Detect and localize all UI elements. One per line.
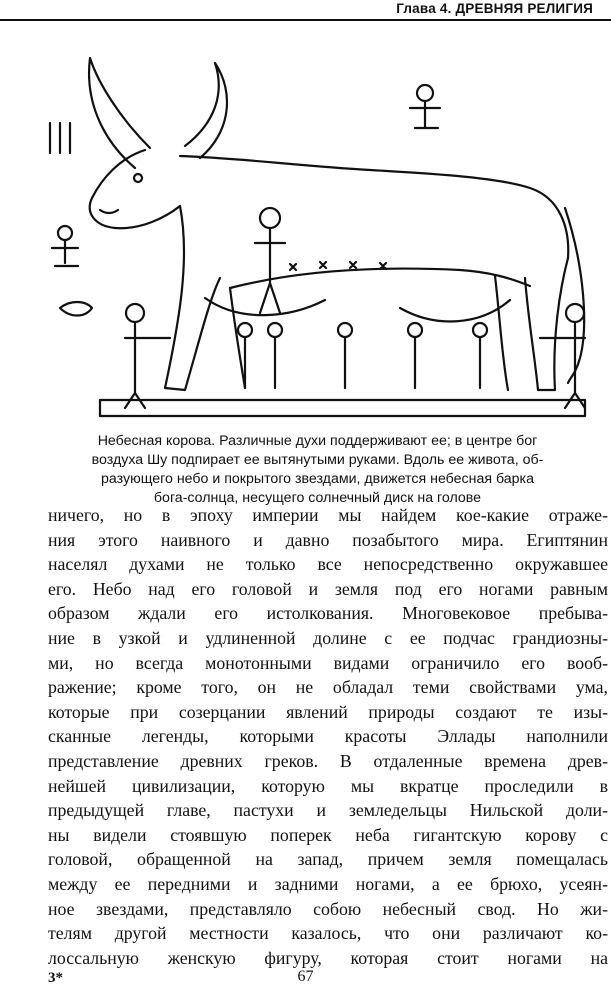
text-line: предыдущей главе, пастухи и земледельцы Нильской доли- bbox=[48, 800, 608, 821]
text-line: головой, обращенной на запад, причем земля помещалась bbox=[48, 849, 608, 870]
text-line: между ее передними и задними ногами, а ее брюхо, усеян- bbox=[48, 873, 608, 894]
body-text bbox=[48, 503, 608, 970]
text-line: ны видели стоявшую поперек неба гигантскую корову с bbox=[48, 824, 608, 845]
text-line: нейшей цивилизации, которую мы вкратце проследили в bbox=[48, 775, 608, 796]
figure-caption bbox=[30, 432, 605, 508]
signature-mark: 3* bbox=[48, 970, 63, 986]
text-line: представление древних греков. В отдаленные времена древ- bbox=[48, 750, 608, 771]
text-line: ное звездами, представляло собою небесный свод. Но жи- bbox=[48, 898, 608, 919]
text-line: ражение; кроме того, он не обладал теми свойствами ума, bbox=[48, 677, 608, 698]
text-line: ния этого наивного и давно позабытого мира. Египтянин bbox=[48, 529, 608, 550]
caption-line: Небесная корова. Различные духи поддерживают ее; в центре бог bbox=[97, 433, 538, 449]
text-line: ми, но всегда монотонными видами ограничило его вооб- bbox=[48, 652, 608, 673]
text-line: сканные легенды, которыми красоты Эллады наполнили bbox=[48, 726, 608, 747]
text-line: лоссальную женскую фигуру, которая стоит ногами на bbox=[48, 947, 608, 968]
text-line: ние в узкой и удлиненной долине с ее подчас грандиозны- bbox=[48, 627, 608, 648]
page-number: 67 bbox=[297, 968, 314, 985]
celestial-cow-illustration bbox=[40, 38, 610, 428]
text-line: ничего, но в эпоху империи мы найдем кое-какие отраже- bbox=[48, 505, 608, 525]
caption-line: бога-солнца, несущего солнечный диск на голове bbox=[153, 490, 482, 506]
caption-line: воздуха Шу подпирает ее вытянутыми руками. Вдоль ее живота, об- bbox=[91, 452, 544, 468]
text-line: его. Небо над его головой и земля под его ногами равным bbox=[48, 578, 608, 599]
header-rule bbox=[0, 19, 611, 21]
text-line: телям другой местности казалось, что они различают ко- bbox=[48, 923, 608, 944]
caption-line: разующего небо и покрытого звездами, движется небесная барка bbox=[101, 471, 534, 487]
running-head: Глава 4. ДРЕВНЯЯ РЕЛИГИЯ bbox=[396, 1, 593, 16]
text-line: населял духами не только все непосредственно окружавшее bbox=[48, 554, 608, 575]
text-line: образом ждали его истолкования. Многовековое пребыва- bbox=[48, 603, 608, 624]
text-line: которые при созерцании явлений природы создают те изы- bbox=[48, 701, 608, 722]
